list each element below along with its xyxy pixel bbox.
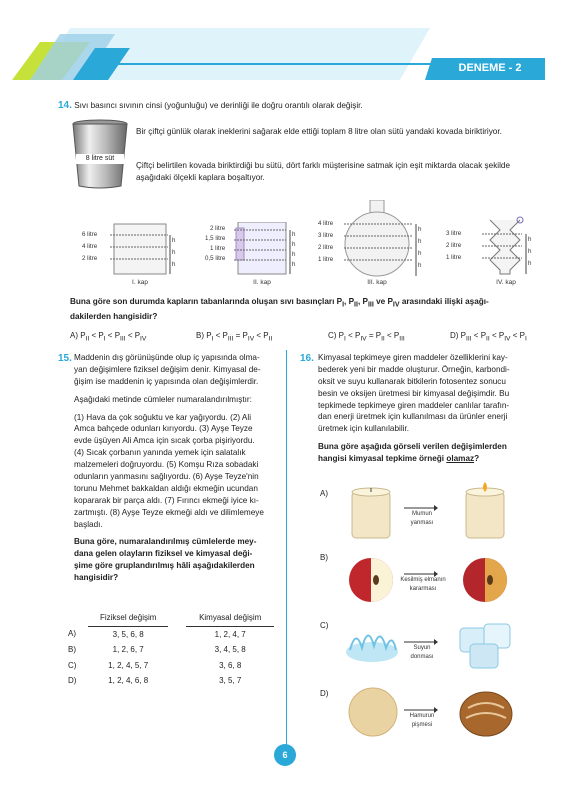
text-line: ğişim ise maddenin iç yapısında olan değişimlerdir. xyxy=(74,376,259,386)
option-key: C) xyxy=(328,331,337,340)
q15-story xyxy=(74,412,278,531)
header-banner xyxy=(0,0,567,95)
container-1 xyxy=(80,222,180,294)
q14-question-line-1: Buna göre son durumda kapların tabanlarında oluşan sıvı basınçları P xyxy=(70,297,343,306)
emphasis-word: olamaz xyxy=(446,454,475,464)
scale-label: 2 litre xyxy=(82,255,98,262)
header-decoration xyxy=(0,0,567,95)
column-divider xyxy=(286,350,287,750)
q14-options xyxy=(70,330,550,344)
scale-label: 2 litre xyxy=(210,225,226,232)
apple-fresh-image xyxy=(346,552,396,604)
q14-option-a[interactable]: A) $P_{II} < P_I < P_{III} < P_{IV}$ xyxy=(70,331,147,343)
option-key: B) xyxy=(68,645,76,655)
h-mark: h xyxy=(292,231,296,238)
chemical-cell: 3, 6, 8 xyxy=(219,660,242,670)
question-14 xyxy=(58,99,538,114)
question-15 xyxy=(58,352,278,584)
question-16 xyxy=(300,352,536,465)
h-mark: h xyxy=(172,237,176,244)
question-number: 14. xyxy=(58,100,72,111)
q15-options-table xyxy=(64,610,274,689)
text-line: zartmıştı. (8) Ayşe Teyze ekmeği aldı ve dilimlemeye xyxy=(74,507,264,517)
candle-before-image xyxy=(346,482,396,542)
h-mark: h xyxy=(418,250,422,257)
h-mark: h xyxy=(292,261,296,268)
q14-option-d[interactable]: D) $P_{III} < P_{II} < P_{IV} < P_I$ xyxy=(450,331,527,343)
chemical-cell: 3, 5, 7 xyxy=(219,676,242,686)
caption-line: Suyun xyxy=(413,645,431,651)
option-key: A) xyxy=(70,331,78,340)
scale-label: 1 litre xyxy=(318,256,334,263)
option-caption xyxy=(400,510,444,527)
q14-question-line-2: dakilerden hangisidir? xyxy=(70,311,158,321)
h-mark: h xyxy=(528,248,532,255)
q14-option-b[interactable]: B) $P_I < P_{III} = P_{IV} < P_{II}$ xyxy=(196,331,273,343)
text-line: dan enerji üretmek için kullanılması da ürünler enerji xyxy=(318,412,508,422)
container-caption: IV. kap xyxy=(496,279,516,286)
h-mark: h xyxy=(418,226,422,233)
h-mark: h xyxy=(172,261,176,268)
text-line: oksit ve suyu kullanarak bitkilerin fotosentez sonucu xyxy=(318,376,506,386)
text-line: dana gelen olayların fiziksel ve kimyasal deği- xyxy=(74,549,253,559)
container-caption: III. kap xyxy=(367,279,387,286)
q15-option-c[interactable] xyxy=(64,658,274,674)
container-caption: I. kap xyxy=(132,279,148,286)
text-line: (1) Hava da çok soğuktu ve kar yağıyordu. (2) Ali xyxy=(74,412,252,422)
caption-line: donması xyxy=(410,653,434,660)
text-line: torunu Mehmet bakkaldan aldığı ekmeğin ucundan xyxy=(74,483,258,493)
option-key: A) xyxy=(68,629,76,639)
option-key: D) xyxy=(320,689,329,698)
chemical-cell: 3, 4, 5, 8 xyxy=(214,645,246,655)
bucket-label: 8 litre süt xyxy=(76,154,124,164)
text-line: malzemeleri doğruyordu. (5) Komşu Rıza sobadaki xyxy=(74,460,259,470)
text-line: bederek yeni bir madde oluşturur. Örneğin, karbondi- xyxy=(318,364,510,374)
h-mark: h xyxy=(418,238,422,245)
q15-option-a[interactable] xyxy=(64,626,274,642)
q14-paragraph-2: Çiftçi belirtilen kovada biriktirdiği bu sütü, dört farklı müşterisine satmak için eşit miktarda olacak şekilde aşağıdaki ölçekli kaplara boşaltıyor. xyxy=(136,161,511,182)
q15-question xyxy=(74,536,278,584)
text-line: odunların yanmasını sağlıyordu. (6) Ayşe Teyze'nin xyxy=(74,472,259,482)
scale-label: 0,5 litre xyxy=(205,255,226,262)
option-key: B) xyxy=(196,331,204,340)
question-mark: ? xyxy=(474,454,480,464)
q14-option-c[interactable]: C) $P_I < P_{IV} = P_{II} < P_{III}$ xyxy=(328,331,405,343)
q15-option-d[interactable] xyxy=(64,673,274,689)
scale-label: 4 litre xyxy=(318,220,334,227)
q16-option-c[interactable] xyxy=(320,616,550,676)
text-line: Buna göre, numaralandırılmış cümlelerde mey- xyxy=(74,537,257,547)
text-line: (4) Sıcak çorbanın yanında yemek için salatalık xyxy=(74,448,246,458)
caption-line: Kesilmiş elmanın xyxy=(400,577,446,583)
caption-line: Mumun xyxy=(411,511,432,517)
caption-line: pişmesi xyxy=(411,721,433,728)
page-number-badge xyxy=(274,744,296,766)
h-mark: h xyxy=(292,251,296,258)
q15-option-b[interactable] xyxy=(64,642,274,658)
scale-label: 1,5 litre xyxy=(205,235,226,242)
h-mark: h xyxy=(172,249,176,256)
milk-bucket-image xyxy=(70,118,130,190)
page-number: 6 xyxy=(282,750,288,760)
option-key: D) xyxy=(450,331,459,340)
scale-label: 6 litre xyxy=(82,231,98,238)
q16-option-b[interactable] xyxy=(320,548,550,612)
container-3 xyxy=(318,200,428,294)
text-line: kopararak bir parça aldı. (7) Fırıncı ekmeği iyice kı- xyxy=(74,495,259,505)
q14-question: Buna göre son durumda kapların tabanlarında oluşan sıvı basınçları $P_I$, $P_{II}$, $P_{III}$ ve $P_{IV}$ arasındaki ilişki aşağı- dakilerden hangisidir? xyxy=(70,297,489,321)
container-2 xyxy=(202,222,302,294)
text-line: Kimyasal tepkimeye giren maddeler özelliklerini kay- xyxy=(318,353,508,362)
text-line: Maddenin dış görünüşünde olup iç yapısında olma- xyxy=(74,353,260,362)
dough-image xyxy=(346,686,400,738)
chemical-cell: 1, 2, 4, 7 xyxy=(214,629,246,639)
question-number: 15. xyxy=(58,353,72,364)
test-badge: DENEME - 2 xyxy=(458,62,522,74)
text-line: Amca bahçede odunları kırıyordu. (3) Ayşe Teyze xyxy=(74,424,253,434)
q16-option-a[interactable] xyxy=(320,482,550,548)
q14-intro: Sıvı basıncı sıvının cinsi (yoğunluğu) ve derinliği ile doğru orantılı olarak değişir. xyxy=(74,101,363,110)
caption-line: Hamurun xyxy=(409,713,435,719)
option-key: D) xyxy=(68,676,77,686)
h-mark: h xyxy=(292,241,296,248)
text-line: üretmek için kullanılabilir. xyxy=(318,424,410,434)
candle-after-image xyxy=(460,482,510,542)
apple-browned-image xyxy=(460,552,510,604)
h-mark: h xyxy=(418,262,422,269)
physical-cell: 3, 5, 6, 8 xyxy=(112,629,144,639)
question-number: 16. xyxy=(300,353,314,364)
bread-image xyxy=(458,686,514,738)
ice-cubes-image xyxy=(456,620,516,670)
q14-paragraph-1: Bir çiftçi günlük olarak ineklerini sağarak elde ettiği toplam 8 litre olan sütü yandaki kovada biriktiriyor. xyxy=(136,127,502,136)
text-line: evde üşüyen Ali Amca için sıcak çorba pişiriyordu. xyxy=(74,436,255,446)
option-key: B) xyxy=(320,553,328,562)
scale-label: 3 litre xyxy=(318,232,334,239)
container-4 xyxy=(444,216,544,294)
physical-cell: 1, 2, 6, 7 xyxy=(112,645,144,655)
text-line: besin ve oksijen üretmesi bir kimyasal değişimdir. Bu xyxy=(318,388,510,398)
physical-cell: 1, 2, 4, 5, 7 xyxy=(108,660,149,670)
col-header-physical: Fiziksel değişim xyxy=(88,610,168,626)
option-key: C) xyxy=(68,660,77,670)
q16-option-d[interactable] xyxy=(320,684,550,744)
text-line: başladı. xyxy=(74,519,103,529)
option-key: A) xyxy=(320,489,328,498)
scale-label: 1 litre xyxy=(210,245,226,252)
option-caption xyxy=(400,644,444,661)
caption-line: kararması xyxy=(409,585,437,592)
text-line: şime göre gruplandırılmış hâli aşağıdakilerden xyxy=(74,561,255,571)
text-line: yan değişimlere fiziksel değişim denir. Kimyasal de- xyxy=(74,364,261,374)
scale-label: 2 litre xyxy=(446,242,462,249)
option-key: C) xyxy=(320,621,329,630)
caption-line: yanması xyxy=(410,519,434,526)
text-line: Buna göre aşağıda görseli verilen değişimlerden xyxy=(318,442,507,452)
physical-cell: 1, 2, 4, 6, 8 xyxy=(108,676,149,686)
option-caption xyxy=(400,712,444,729)
text-line: tepkimede tepkimeye giren maddeler canlılar tarafın- xyxy=(318,400,510,410)
col-header-chemical: Kimyasal değişim xyxy=(186,610,274,626)
h-mark: h xyxy=(528,260,532,267)
text-line: hangisidir? xyxy=(74,573,119,583)
water-splash-image xyxy=(342,622,402,670)
container-caption: II. kap xyxy=(253,279,271,286)
option-caption xyxy=(396,576,450,593)
q16-question xyxy=(318,441,536,465)
scale-label: 2 litre xyxy=(318,244,334,251)
q15-prompt: Aşağıdaki metinde cümleler numaralandırılmıştır: xyxy=(74,394,252,404)
scale-label: 1 litre xyxy=(446,254,462,261)
h-mark: h xyxy=(528,236,532,243)
scale-label: 3 litre xyxy=(446,230,462,237)
scale-label: 4 litre xyxy=(82,243,98,250)
text-line: hangisi kimyasal tepkime örneği xyxy=(318,454,447,464)
